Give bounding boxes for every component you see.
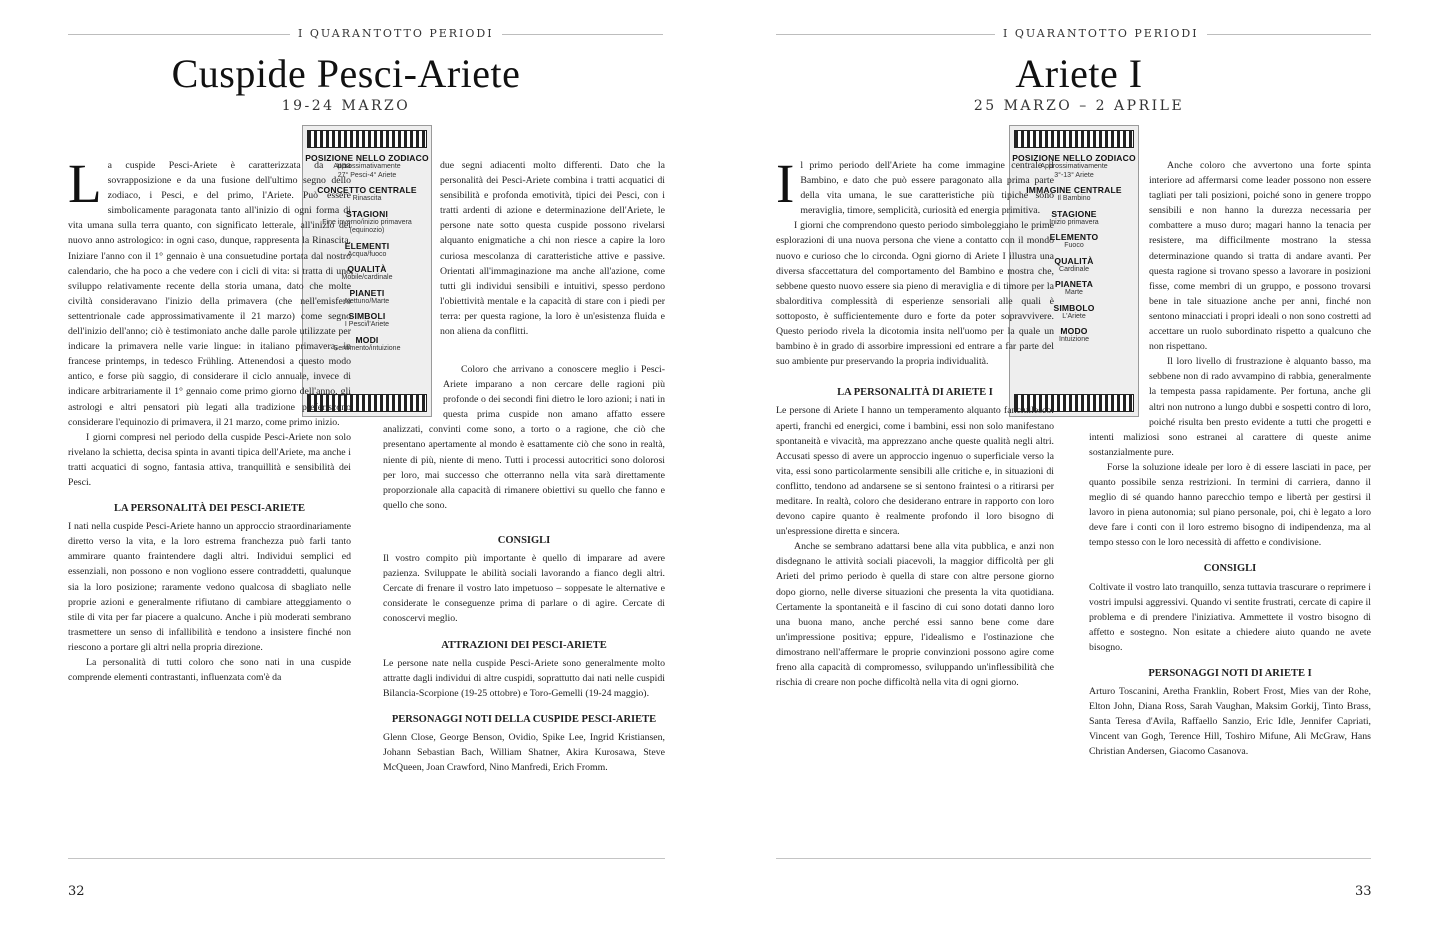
box-heading: CONCETTO CENTRALE: [317, 185, 417, 195]
page-subtitle: 25 MARZO – 2 APRILE: [973, 98, 1185, 114]
body-paragraph: I nati nella cuspide Pesci-Ariete hanno un approccio straordinariamente diretto verso la vita, e la loro estrema franchezza può farli tanto ammirare quanto fraintendere dagli altri. Individui semplici ed essenziali, non possono e non vogliono essere contraddetti, qualunque sia la loro posizione; raramente vedono qualcosa di sbagliato nelle proprie azioni e generalmente rifiutano di cambiare atteggiamento o stile di vita per far piacere a qualcuno. Anche i più moderati sembrano trasmettere un senso di infallibilità e tendono a insistere finché non riescono a portare gli altri nella propria direzione.: [68, 521, 351, 653]
zodiac-info-box: POSIZIONE NELLO ZODIACO Approssimativamente 27° Pesci-4° Ariete CONCETTO CENTRALE Rinascita STAGIONI Fine inverno/inizio primavera (equinozio) ELEMENTI Acqua/fuoco QUALITÀ Mobile/cardinale PIANETI Nettuno/Marte SIMBOLI I Pesci/l'Ariete MODI Sentimento/intuizione: [302, 125, 432, 417]
section-heading: LA PERSONALITÀ DI ARIETE I: [837, 387, 993, 399]
left-page: [0, 0, 722, 945]
body-paragraph: Forse la soluzione ideale per loro è di essere lasciati in pace, per quanto possibile senza restrizioni. In termini di carriera, danno il meglio di sé quando hanno parecchio tempo e libertà per gestirsi il lavoro in piena autonomia; sul piano personale, poi, chi è legato a loro deve fare i conti con il loro estremo bisogno di indipendenza, ma al tempo stesso con le loro necessità di affetto e condivisione.: [1089, 461, 1371, 549]
body-paragraph: Anche se sembrano adattarsi bene alla vita pubblica, e anzi non disdegnano le attività sociali piacevoli, la maggior difficoltà per gli Arieti del primo periodo è quella di stare con altre persone giorno dopo giorno, nelle diverse situazioni che presenta la vita quotidiana. Certamente la spontaneità e il fascino di cui sono dotati danno loro una buona mano, anche perché essi sanno bene come dare un'impressione positiva; eppure, l'idealismo e l'ostinazione che dimostrano nell'affermare le proprie convinzioni possono agire come freno alla capacità di compromesso, sviluppando un'inflessibilità che rischia di creare non poche difficoltà nella vita di ogni giorno.: [776, 541, 1054, 689]
consigli-text: Il vostro compito più importante è quello di imparare ad avere pazienza. Sviluppate le abilità sociali lavorando a fianco degli altri. Cercate di frenare il vostro lato impetuoso – soppesate le alternative e considerate le conseguenze prima di parlare o di agire. Cercate di conoscervi meglio.: [383, 553, 665, 625]
text-column-2: [383, 362, 665, 775]
personaggi-text: Glenn Close, George Benson, Ovidio, Spike Lee, Ingrid Kristiansen, Johann Sebastian Bach, William Shatner, Akira Kurosawa, Steve McQueen, Joan Crawford, Nino Manfredi, Erich Fromm.: [383, 731, 665, 774]
body-paragraph: La personalità di tutti coloro che sono nati in una cuspide comprende elementi contrastanti, influenzata com'è da: [68, 657, 351, 684]
text-column-1: [776, 153, 1054, 690]
intro-paragraph: Il primo periodo dell'Ariete ha come immagine centrale il Bambino, e dato che può essere paragonato alla prima parte della vita umana, le sue caratteristiche più tipiche sono meraviglia, timore, semplicità, curiosità ed energia primitiva.: [776, 153, 1054, 217]
consigli-heading: CONSIGLI: [1203, 563, 1257, 575]
intro-paragraph-2: I giorni che comprendono questo periodo simboleggiano le prime esplorazioni di una nuova persona che viene a contatto con il mondo nuovo e curioso che lo circonda. Ogni giorno di Ariete I illustra una diversa sfaccettatura del comportamento del Bambino e mostra che, sebbene questo nuovo essere sia pieno di meraviglia e di timore per la sbalorditiva complessità di esperienze sensoriali alle quali è sottoposto, è sufficientemente duro e forte da poter sopravvivere. Questo periodo rivela la dicotomia insita nell'uomo per la quale un bambino è in grado di assorbire impressioni ed entrare a far parte del suo ambiente pur preservando la propria individualità.: [776, 220, 1054, 368]
body-paragraph: Le persone di Ariete I hanno un temperamento alquanto fanciullesco: aperti, franchi ed energici, come i bambini, essi non solo manifestano spontaneità e vivacità, ma apprezzano anche queste qualità negli altri. Accusati spesso di avere un approccio ingenuo o superficiale verso la vita, essi sono particolarmente sensibili alle critiche e, in situazioni di conflitto, tendono ad andarsene se si sentono fraintesi o a ritirarsi per meditare. In realtà, coloro che desiderano entrare in rapporto con loro devono capire quanto è realmente profondo il loro bisogno di un'espressione diretta e sincera.: [776, 405, 1054, 538]
box-heading: POSIZIONE NELLO ZODIACO: [1012, 153, 1136, 163]
box-heading: ELEMENTI: [344, 240, 390, 251]
box-heading: QUALITÀ: [1054, 255, 1094, 266]
body-paragraph: Il loro livello di frustrazione è alquanto basso, ma sebbene non di rado avvampino di rabbia, generalmente la tempesta passa rapidamente. Per fortuna, anche gli altri non nutrono a lungo dubbi e sospetti contro di loro, poiché risulta ben presto evidente a tutti che progetti e intenti maliziosi sono estranei al carattere di queste anime sostanzialmente pure.: [1089, 356, 1371, 458]
box-heading: PIANETI: [349, 287, 385, 298]
page-subtitle: 19-24 MARZO: [281, 98, 411, 114]
box-heading: POSIZIONE NELLO ZODIACO: [305, 153, 429, 163]
box-heading: MODI: [355, 334, 379, 345]
footer-rule: [776, 858, 1371, 859]
personaggi-text: Arturo Toscanini, Aretha Franklin, Robert Frost, Mies van der Rohe, Elton John, Diana Ross, Sarah Vaughan, Maksim Gorkij, Tinto Brass, Santa Teresa d'Avila, Raffaello Sanzio, Eric Idle, Jennifer Capriati, Vincent van Gogh, Terence Hill, Toshiro Mifune, Ali McGraw, Hans Christian Andersen, Giacomo Casanova.: [1089, 686, 1371, 758]
text-column-2: [1089, 158, 1371, 760]
box-heading: QUALITÀ: [347, 264, 387, 274]
box-spacer: [383, 362, 443, 422]
attrazioni-heading: ATTRAZIONI DEI PESCI-ARIETE: [441, 639, 607, 651]
box-heading: MODO: [1060, 326, 1088, 336]
body-paragraph: Coloro che arrivano a conoscere meglio i Pesci-Ariete imparano a non cercare delle ragioni più profonde o dei secondi fini dietro le loro azioni; i nati in questa prima cuspide non amano affatto essere analizzati, convinti come sono, a torto o a ragione, che ciò che presentano apertamente al mondo è esattamente ciò che sono in realtà, niente di più, niente di meno. Tutti i processi autocritici sono dolorosi per loro, mai successo che otterranno nella vita sarà direttamente proporzionale alla capacità di rimanere obiettivi su quello che fanno e quello che sono.: [383, 364, 665, 511]
attrazioni-text: Le persone nate nella cuspide Pesci-Ariete sono generalmente molto attratte dagli individui di altre cuspidi, soprattutto dai nati nelle cuspidi Bilancia-Scorpione (19-25 ottobre) e Toro-Gemelli (19-24 maggio).: [383, 657, 665, 699]
body-paragraph: Anche coloro che avvertono una forte spinta interiore ad affermarsi come leader possono non essere tagliati per tali posizioni, poiché sono in genere troppo sensibili e non hanno la durezza necessaria per combattere a muso duro; magari hanno la tenacia per resistere, ma difficilmente mostrano la stessa determinazione quando si tratta di andare avanti. Per questa ragione si trovano spesso a lavorare in posizioni fisse, come membri di un gruppo, e possono trovarsi bene in tale situazione anche per anni, finché non sentono minacciati i propri ideali o non sono costretti ad accettare un ruolo subordinato rispetto a qualcuno che non rispettano.: [1149, 160, 1371, 353]
box-heading: SIMBOLO: [1053, 302, 1095, 313]
page-number: 33: [1355, 884, 1372, 899]
page-title: Cuspide Pesci-Ariete: [171, 51, 521, 96]
section-heading: LA PERSONALITÀ DEI PESCI-ARIETE: [113, 503, 306, 515]
footer-rule: [68, 858, 665, 859]
intro-paragraph: La cuspide Pesci-Ariete è caratterizzata da una sovrapposizione e da una fusione dell'ultimo segno dello zodiaco, i Pesci, e del primo, l'Ariete. Può essere simbolicamente paragonata tanto all'inizio di ogni forma di vita umana sulla terra quanto, con significato letterale, all'inizio del nuovo anno astrologico: in ogni caso, dunque, rappresenta la Rinascita. Iniziare l'anno con il 1° gennaio è una consuetudine portata dal nostro calendario, che ha poco a che vedere con i cicli di vita: si tratta di uno sviluppo relativamente recente della storia umana, dato che molte civiltà consideravano l'inizio della primavera (che nell'emisfero settentrionale cade approssimativamente il 21 marzo) come segno dell'inizio dell'anno; ciò è testimoniato anche dalle parole utilizzate per indicare la primavera nelle varie lingue: in italiano primavera, in francese printemps, in tedesco Frühling. Attenendosi a questo modo antico, e forse più saggio, di considerare il ciclo annuale, invece di indicare arbitrariamente il 1° gennaio come primo giorno dell'anno, gli astrologi e altri pensatori più legati alla tradizione preferiscono considerare l'equinozio di primavera, il 21 marzo, come primo inizio.: [68, 153, 351, 428]
box-heading: ELEMENTO: [1049, 232, 1099, 242]
page-number: 32: [68, 884, 85, 899]
text-column-2a: [440, 158, 665, 339]
box-heading: PIANETA: [1054, 279, 1094, 289]
ornament-border: [1014, 130, 1134, 148]
body-paragraph: due segni adiacenti molto differenti. Dato che la personalità dei Pesci-Ariete combina i tratti acquatici di sensibilità e profonda emotività, tipici dei Pesci, con i tratti ardenti di azione e determinazione dell'Ariete, le persone nate sotto questa cuspide possono rivelarsi alquanto enigmatiche a chi non riesce a capire la loro curiosa mescolanza di caratteristiche attive e passive. Orientati all'immaginazione ma anche all'azione, come tutti gli individui sensibili e intuitivi, spesso perdono l'obiettività mentale e la capacità di stare con i piedi per terra: per questa ragione, la loro è un'esistenza fluida e non aliena da conflitti.: [440, 160, 665, 338]
drop-cap: I: [776, 153, 795, 214]
running-header: I QUARANTOTTO PERIODI: [290, 27, 502, 40]
right-page: [723, 0, 1445, 945]
box-heading: SIMBOLI: [348, 311, 386, 321]
personaggi-heading: PERSONAGGI NOTI DI ARIETE I: [1148, 668, 1312, 679]
box-heading: STAGIONE: [1051, 208, 1097, 219]
personaggi-heading: PERSONAGGI NOTI DELLA CUSPIDE PESCI-ARIETE: [391, 713, 657, 725]
consigli-heading: CONSIGLI: [497, 534, 551, 546]
text-column-1: [68, 153, 351, 685]
running-header: I QUARANTOTTO PERIODI: [995, 27, 1207, 40]
page-title: Ariete I: [1015, 51, 1143, 96]
box-heading: IMMAGINE CENTRALE: [1026, 185, 1122, 195]
zodiac-info-box: POSIZIONE NELLO ZODIACO Approssimativamente 3°-13° Ariete IMMAGINE CENTRALE Il Bambino STAGIONE Inizio primavera ELEMENTO Fuoco QUALITÀ Cardinale PIANETA Marte SIMBOLO L'Ariete MODO Intuizione: [1009, 125, 1139, 417]
drop-cap: L: [68, 153, 102, 214]
consigli-text: Coltivate il vostro lato tranquillo, senza tuttavia trascurare o reprimere i vostri impulsi aggressivi. Quando vi sentite frustrati, cercate di capire il problema e di prendere l'iniziativa. Ammettete il vostro bisogno di affetto e sostegno. Non esitate a chiedere aiuto quando ne avete bisogno.: [1089, 581, 1371, 653]
box-spacer: [1089, 158, 1149, 420]
ornament-border: [307, 130, 427, 148]
box-heading: STAGIONI: [345, 208, 389, 219]
intro-paragraph-2: I giorni compresi nel periodo della cuspide Pesci-Ariete non solo rivelano la schietta, decisa spinta in avanti tipica dell'Ariete, ma anche i tratti acquatici di sogno, fantasia attiva, tranquillità e sensibilità dei Pesci.: [68, 431, 351, 488]
